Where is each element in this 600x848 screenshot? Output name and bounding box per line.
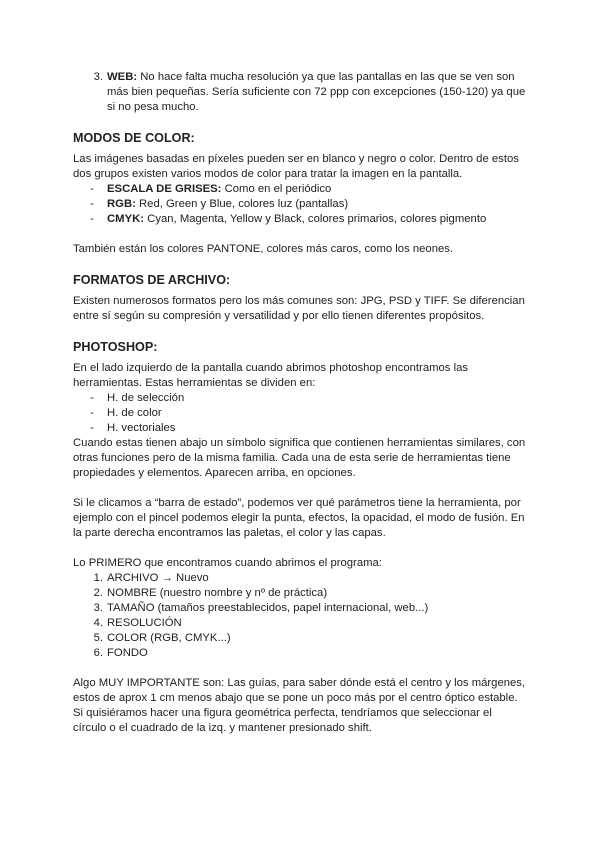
item-text: TAMAÑO (tamaños preestablecidos, papel internacional, web...) <box>107 602 429 614</box>
dash-marker: - <box>90 213 94 225</box>
modos-list <box>73 182 528 227</box>
item-lead: CMYK: <box>107 213 145 225</box>
list-item-web <box>93 70 528 115</box>
steps-list <box>73 571 528 661</box>
dash-marker: - <box>90 407 94 419</box>
dash-marker: - <box>90 422 94 434</box>
symbol-paragraph: Cuando estas tienen abajo un símbolo significa que contienen herramientas similares, con otras funciones pero de la misma familia. Cada una de esta serie de herramientas tiene propiedades y elementos. Aparecen arriba, en opciones. <box>73 437 526 479</box>
list-item <box>90 391 528 406</box>
list-number: 3. <box>93 71 103 83</box>
pantone-paragraph: También están los colores PANTONE, colores más caros, como los neones. <box>73 243 454 255</box>
item-text: NOMBRE (nuestro nombre y nº de práctica) <box>107 587 328 599</box>
list-item <box>93 586 528 601</box>
item-text: COLOR (RGB, CMYK...) <box>107 632 231 644</box>
item-lead: RGB: <box>107 198 136 210</box>
item-text: Red, Green y Blue, colores luz (pantallas) <box>135 198 349 210</box>
dash-marker: - <box>90 392 94 404</box>
list-number: 3. <box>93 602 103 614</box>
dash-marker: - <box>90 198 94 210</box>
importante-paragraph: Algo MUY IMPORTANTE son: Las guías, para saber dónde está el centro y los márgenes, estos de aprox 1 cm menos abajo que se pone un poco más por el centro óptico estable. Si quisiéramos hacer una figura geométrica perfecta, tendríamos que seleccionar el círculo o el cuadrado de la izq. y mantener presionado shift. <box>73 677 526 734</box>
web-list <box>73 70 528 115</box>
list-item <box>93 571 528 586</box>
primero-intro: Lo PRIMERO que encontramos cuando abrimos el programa: <box>73 557 382 569</box>
list-item <box>93 601 528 616</box>
photoshop-intro: En el lado izquierdo de la pantalla cuando abrimos photoshop encontramos las herramientas. Estas herramientas se dividen en: <box>73 362 469 389</box>
document-content <box>73 70 528 736</box>
dash-marker: - <box>90 183 94 195</box>
list-item <box>90 421 528 436</box>
list-number: 2. <box>93 587 103 599</box>
list-number: 6. <box>93 647 103 659</box>
item-text: ARCHIVO → Nuevo <box>107 572 209 584</box>
heading-photoshop: PHOTOSHOP: <box>73 340 158 354</box>
item-text: Cyan, Magenta, Yellow y Black, colores primarios, colores pigmento <box>144 213 487 225</box>
heading-modos-de-color: MODOS DE COLOR: <box>73 131 195 145</box>
list-item <box>90 182 528 197</box>
item-text: H. de selección <box>107 392 185 404</box>
barra-paragraph: Si le clicamos a “barra de estado”, podemos ver qué parámetros tiene la herramienta, por ejemplo con el pincel podemos elegir la punta, efectos, la opacidad, el modo de fusión. En la parte derecha encontramos las paletas, el color y las capas. <box>73 497 525 539</box>
formatos-paragraph: Existen numerosos formatos pero los más comunes son: JPG, PSD y TIFF. Se diferencian entre sí según su compresión y versatilidad y por ello tienen diferentes propósitos. <box>73 295 525 322</box>
modos-intro: Las imágenes basadas en píxeles pueden ser en blanco y negro o color. Dentro de estos dos grupos existen varios modos de color para tratar la imagen en la pantalla. <box>73 153 519 180</box>
item-text: Como en el periódico <box>221 183 332 195</box>
list-item <box>93 646 528 661</box>
item-text: H. de color <box>107 407 162 419</box>
item-text: RESOLUCIÓN <box>107 617 182 629</box>
item-text: FONDO <box>107 647 148 659</box>
list-number: 4. <box>93 617 103 629</box>
list-item <box>93 616 528 631</box>
list-item <box>90 212 528 227</box>
item-text: H. vectoriales <box>107 422 176 434</box>
list-item <box>90 406 528 421</box>
list-number: 5. <box>93 632 103 644</box>
item-text: No hace falta mucha resolución ya que las pantallas en las que se ven son más bien pequeñas. Sería suficiente con 72 ppp con excepciones (150-120) ya que si no pesa mucho. <box>107 71 526 113</box>
list-number: 1. <box>93 572 103 584</box>
list-item <box>90 197 528 212</box>
item-lead: ESCALA DE GRISES: <box>107 183 222 195</box>
list-item <box>93 631 528 646</box>
item-lead: WEB: <box>107 71 138 83</box>
heading-formatos-de-archivo: FORMATOS DE ARCHIVO: <box>73 273 231 287</box>
tools-list <box>73 391 528 436</box>
